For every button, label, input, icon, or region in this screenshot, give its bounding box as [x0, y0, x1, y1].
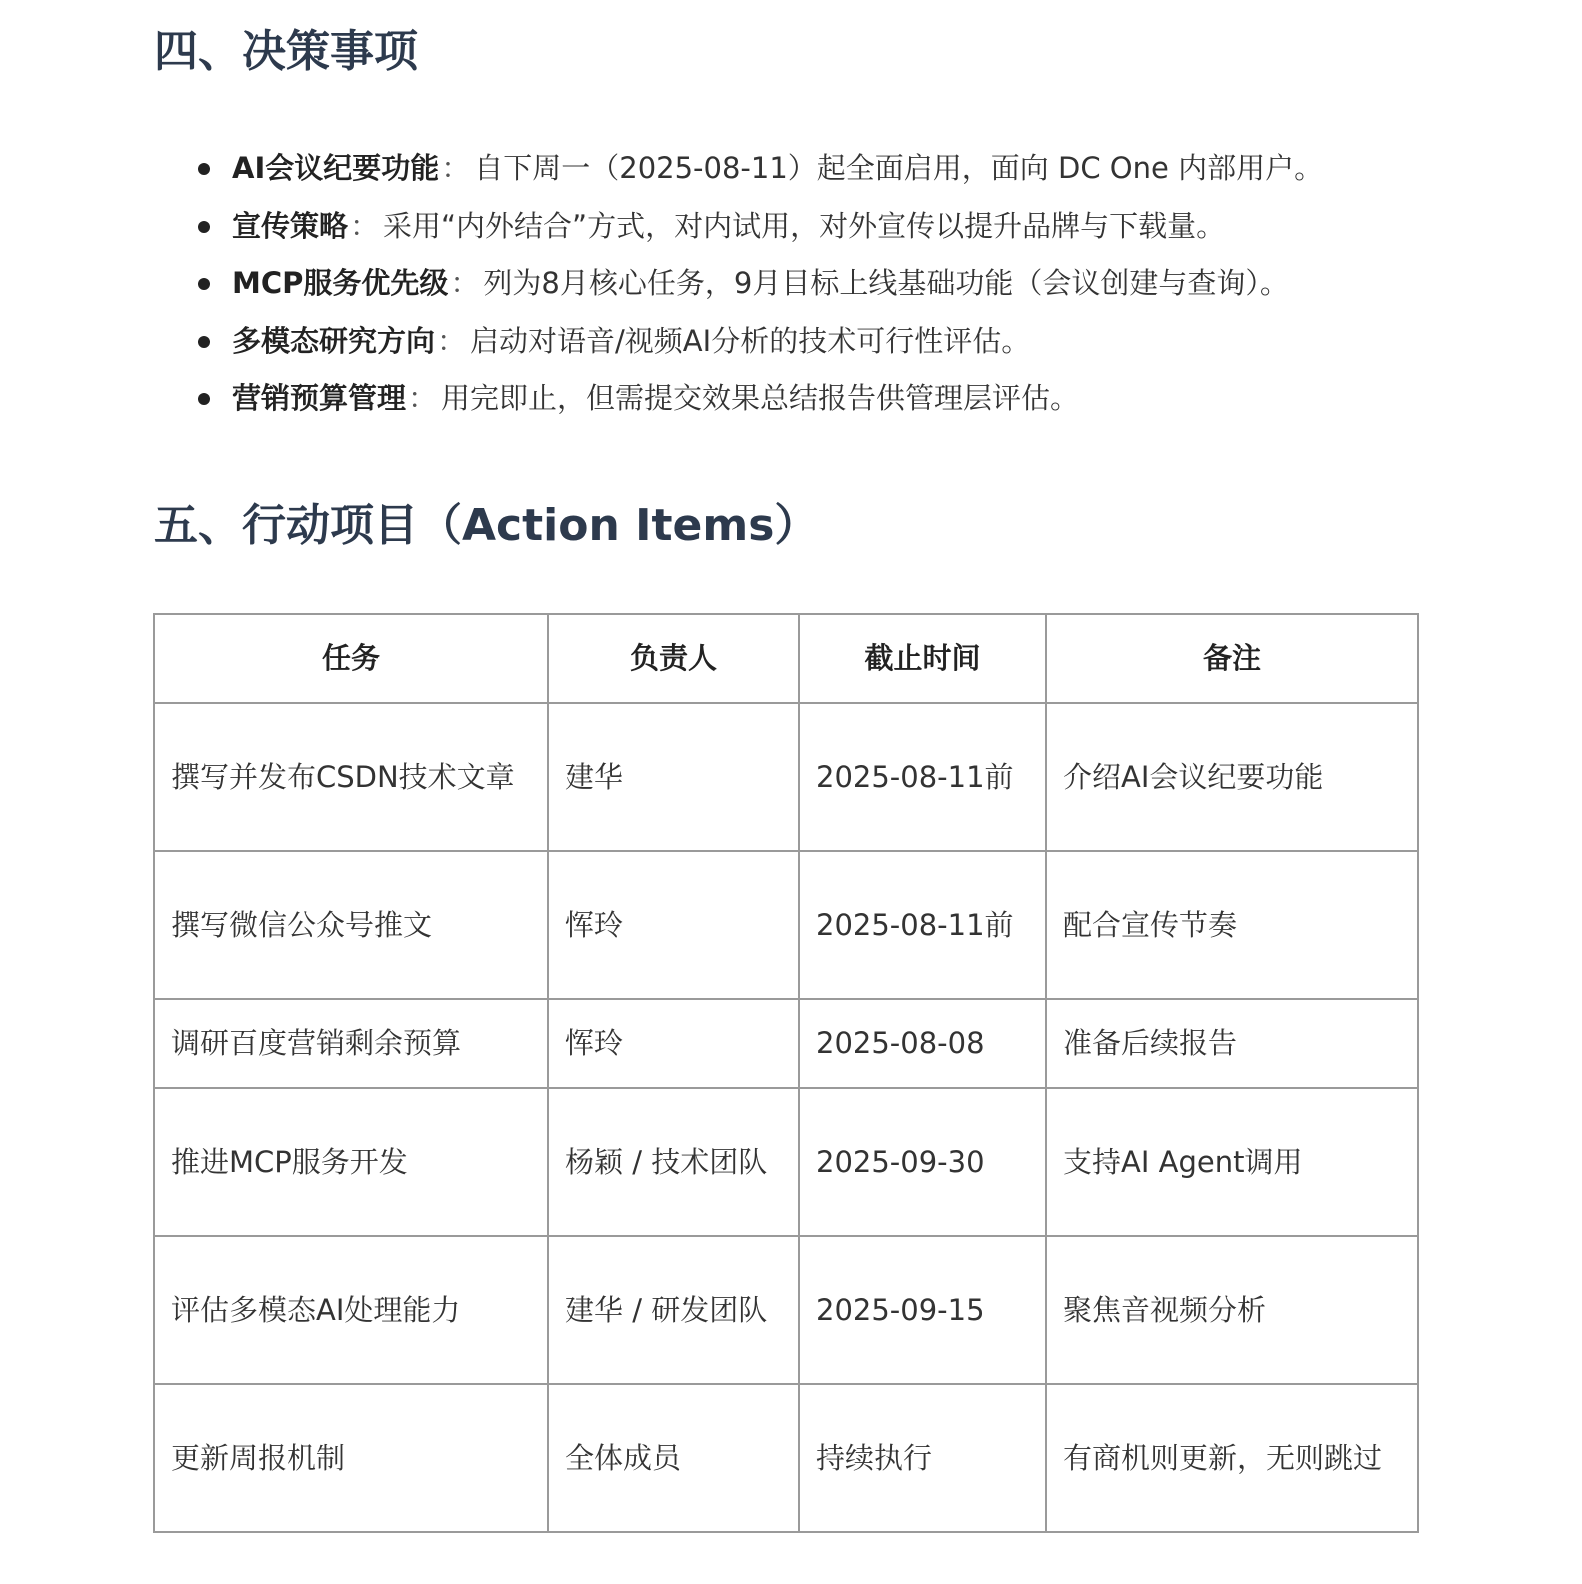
cell-deadline: 2025-08-11前 [799, 703, 1046, 851]
decision-text: 启动对语音/视频AI分析的技术可行性评估。 [470, 323, 1031, 358]
cell-owner: 恽玲 [548, 851, 799, 999]
bullet-icon [198, 221, 210, 233]
cell-task: 撰写并发布CSDN技术文章 [154, 703, 548, 851]
cell-deadline: 2025-09-30 [799, 1088, 1046, 1236]
cell-deadline: 2025-08-08 [799, 999, 1046, 1088]
cell-task: 撰写微信公众号推文 [154, 851, 548, 999]
table-row [154, 703, 1418, 851]
cell-notes: 聚焦音视频分析 [1046, 1236, 1418, 1384]
cell-notes: 介绍AI会议纪要功能 [1046, 703, 1418, 851]
section-heading-action-items: 五、行动项目（Action Items） [154, 500, 819, 551]
table-row [154, 999, 1418, 1088]
cell-deadline: 2025-08-11前 [799, 851, 1046, 999]
action-items-table [153, 613, 1419, 1533]
list-item [194, 313, 1323, 371]
bullet-icon [198, 393, 210, 405]
decision-term: 宣传策略 [232, 208, 349, 243]
decision-term: 营销预算管理 [232, 381, 407, 415]
decision-text: 自下周一（2025-08-11）起全面启用，面向 DC One 内部用户。 [474, 151, 1324, 185]
bullet-icon [198, 278, 210, 290]
decision-list [194, 140, 1323, 428]
column-header-task: 任务 [154, 614, 548, 703]
decision-separator: ： [408, 381, 438, 415]
table-header-row [154, 614, 1418, 703]
decision-separator: ： [350, 208, 380, 243]
decision-separator: ： [441, 151, 471, 185]
cell-notes: 支持AI Agent调用 [1046, 1088, 1418, 1236]
list-item [194, 370, 1323, 428]
decision-text: 用完即止，但需提交效果总结报告供管理层评估。 [441, 381, 1080, 415]
list-item [194, 255, 1323, 313]
decision-term: AI会议纪要功能 [232, 151, 440, 185]
cell-owner: 全体成员 [548, 1384, 799, 1532]
bullet-icon [198, 336, 210, 348]
cell-task: 调研百度营销剩余预算 [154, 999, 548, 1088]
table-row [154, 1384, 1418, 1532]
cell-owner: 杨颖 / 技术团队 [548, 1088, 799, 1236]
cell-notes: 准备后续报告 [1046, 999, 1418, 1088]
decision-text: 采用“内外结合”方式，对内试用，对外宣传以提升品牌与下载量。 [383, 208, 1226, 243]
list-item [194, 198, 1323, 256]
table-row [154, 851, 1418, 999]
decision-text: 列为8月核心任务，9月目标上线基础功能（会议创建与查询）。 [483, 266, 1289, 300]
cell-deadline: 持续执行 [799, 1384, 1046, 1532]
decision-separator: ： [437, 323, 467, 358]
cell-notes: 有商机则更新，无则跳过 [1046, 1384, 1418, 1532]
cell-task: 推进MCP服务开发 [154, 1088, 548, 1236]
cell-notes: 配合宣传节奏 [1046, 851, 1418, 999]
cell-task: 评估多模态AI处理能力 [154, 1236, 548, 1384]
cell-owner: 恽玲 [548, 999, 799, 1088]
cell-task: 更新周报机制 [154, 1384, 548, 1532]
cell-owner: 建华 [548, 703, 799, 851]
cell-deadline: 2025-09-15 [799, 1236, 1046, 1384]
cell-owner: 建华 / 研发团队 [548, 1236, 799, 1384]
column-header-deadline: 截止时间 [799, 614, 1046, 703]
list-item [194, 140, 1323, 198]
decision-separator: ： [450, 266, 480, 300]
section-heading-decisions: 四、决策事项 [154, 26, 418, 77]
table-row [154, 1236, 1418, 1384]
column-header-notes: 备注 [1046, 614, 1418, 703]
column-header-owner: 负责人 [548, 614, 799, 703]
table-row [154, 1088, 1418, 1236]
decision-term: 多模态研究方向 [232, 323, 436, 358]
bullet-icon [198, 163, 210, 175]
decision-term: MCP服务优先级 [232, 266, 449, 300]
